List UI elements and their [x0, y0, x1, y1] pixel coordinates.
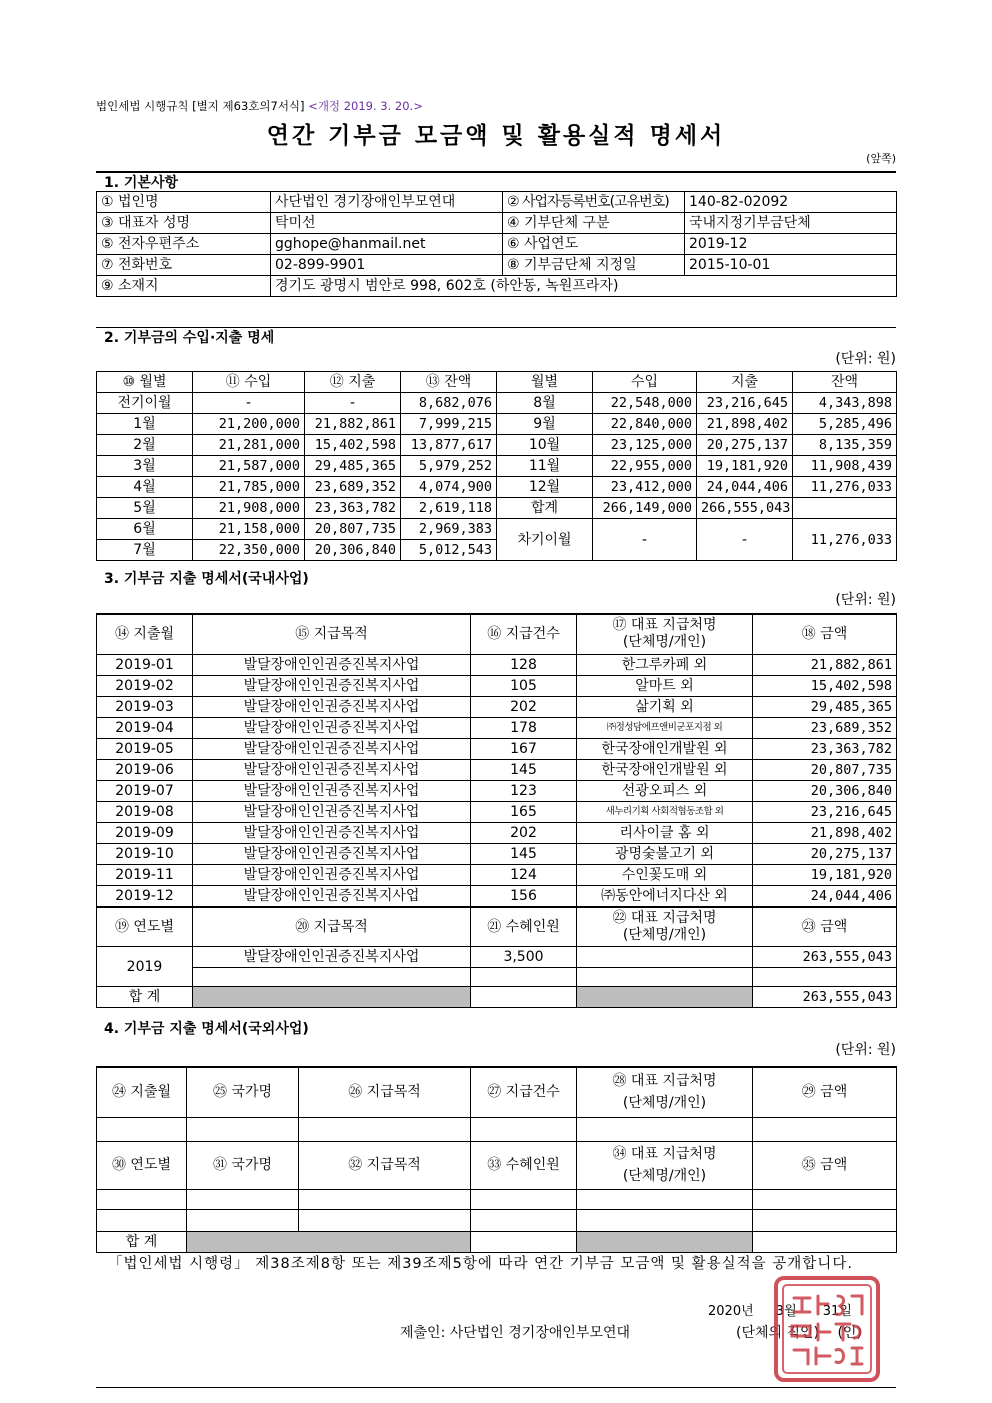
income-cell: 21,785,000	[193, 477, 305, 498]
domestic-expense-heading: 3. 기부금 지출 명세서(국내사업)	[104, 571, 309, 587]
month-cell: 2019-11	[97, 864, 193, 885]
month-cell: 2019-05	[97, 738, 193, 759]
column-header: ㉓ 금액	[753, 907, 897, 947]
empty-cell	[97, 1189, 187, 1209]
balance-cell: 13,877,617	[401, 435, 497, 456]
count-cell: 105	[471, 675, 577, 696]
column-header	[577, 1141, 753, 1189]
empty-cell	[187, 1209, 299, 1231]
expense-cell: 21,898,402	[697, 414, 793, 435]
shaded-cell	[577, 1231, 753, 1252]
income-expense-section	[96, 327, 896, 561]
month-cell: 3월	[97, 456, 193, 477]
carry-forward-label: 차기이월	[497, 519, 593, 561]
year-header-row	[97, 907, 897, 947]
address-value: 경기도 광명시 범안로 998, 602호 (하안동, 녹원프라자)	[271, 276, 897, 297]
month-cell: 11월	[497, 456, 593, 477]
empty-cell	[471, 1117, 577, 1141]
recipient-cell	[577, 947, 753, 968]
income-row	[97, 456, 897, 477]
month-cell: 전기이월	[97, 393, 193, 414]
income-expense-heading: 2. 기부금의 수입·지출 명세	[96, 327, 896, 347]
month-cell: 2019-03	[97, 696, 193, 717]
foreign-header-row	[97, 1141, 897, 1189]
header-line: (단체명/개인)	[622, 1095, 707, 1112]
amount-cell: 21,882,861	[753, 654, 897, 675]
recipient-cell: 삶기획 외	[577, 696, 753, 717]
domestic-expense-table	[96, 613, 897, 1008]
column-header: ㉝ 수혜인원	[471, 1141, 577, 1189]
shaded-cell	[187, 1231, 471, 1252]
income-cell: 21,200,000	[193, 414, 305, 435]
field-label: ⑥ 사업연도	[503, 234, 685, 255]
header-line: (단체명/개인)	[622, 926, 707, 943]
empty-cell	[187, 1189, 299, 1209]
column-header: 수입	[593, 372, 697, 393]
income-cell: 21,158,000	[193, 519, 305, 540]
total-row	[97, 1231, 897, 1252]
expense-cell: 21,882,861	[305, 414, 401, 435]
count-cell: 202	[471, 822, 577, 843]
amount-cell: 23,363,782	[753, 738, 897, 759]
empty-cell	[577, 1209, 753, 1231]
empty-cell	[471, 1189, 577, 1209]
purpose-cell: 발달장애인인권증진복지사업	[193, 696, 471, 717]
column-header	[577, 614, 753, 654]
closing-statement: 「법인세법 시행령」 제38조제8항 또는 제39조제5항에 따라 연간 기부금 모금액 및 활용실적을 공개합니다.	[108, 1256, 853, 1272]
table-row	[97, 696, 897, 717]
field-value: 탁미선	[271, 213, 503, 234]
empty-cell	[753, 968, 897, 987]
recipient-cell: 한국장애인개발원 외	[577, 759, 753, 780]
total-label: 합 계	[97, 987, 193, 1008]
purpose-cell: 발달장애인인권증진복지사업	[193, 675, 471, 696]
expense-cell: 20,807,735	[305, 519, 401, 540]
column-header: ㉟ 금액	[753, 1141, 897, 1189]
expense-cell: 19,181,920	[697, 456, 793, 477]
column-header: 월별	[497, 372, 593, 393]
header-line: (단체명/개인)	[622, 1168, 707, 1184]
count-cell: 145	[471, 843, 577, 864]
foreign-header-row	[97, 1067, 897, 1117]
empty-cell	[471, 968, 577, 987]
amount-cell: 263,555,043	[753, 947, 897, 968]
year-cell: 2019	[97, 947, 193, 987]
balance-cell: 5,285,496	[793, 414, 897, 435]
field-label: ⑤ 전자우편주소	[97, 234, 271, 255]
carry-balance: 11,276,033	[793, 519, 897, 561]
month-cell: 10월	[497, 435, 593, 456]
year-row-blank	[97, 968, 897, 987]
basic-info-row	[97, 234, 897, 255]
empty-cell	[187, 1117, 299, 1141]
balance-cell: 8,135,359	[793, 435, 897, 456]
field-label: ② 사업자등록번호(고유번호)	[503, 192, 685, 213]
amount-cell: 15,402,598	[753, 675, 897, 696]
month-cell: 7월	[97, 540, 193, 561]
submitter-line	[400, 1322, 862, 1342]
income-cell: 23,125,000	[593, 435, 697, 456]
month-cell: 4월	[97, 477, 193, 498]
seal-note-text: (단체의 직인)	[736, 1325, 819, 1341]
bottom-rule	[96, 1387, 896, 1388]
income-row	[97, 435, 897, 456]
empty-cell	[577, 1117, 753, 1141]
purpose-cell: 발달장애인인권증진복지사업	[193, 717, 471, 738]
table-row	[97, 780, 897, 801]
table-row	[97, 822, 897, 843]
amount-cell: 29,485,365	[753, 696, 897, 717]
empty-cell	[471, 1209, 577, 1231]
field-value: 140-82-02092	[685, 192, 897, 213]
income-expense-table	[96, 371, 897, 561]
purpose-cell: 발달장애인인권증진복지사업	[193, 822, 471, 843]
basic-info-table	[96, 191, 897, 297]
field-label: ④ 기부단체 구분	[503, 213, 685, 234]
total-row	[97, 987, 897, 1008]
column-header: ㉗ 지급건수	[471, 1067, 577, 1117]
column-header: ⑫ 지출	[305, 372, 401, 393]
year-row	[97, 947, 897, 968]
submitter-name: 제출인: 사단법인 경기장애인부모연대	[400, 1325, 631, 1341]
income-cell: 21,908,000	[193, 498, 305, 519]
amount-cell: 20,306,840	[753, 780, 897, 801]
table-row	[97, 675, 897, 696]
month-cell: 2019-04	[97, 717, 193, 738]
submission-year: 2020년	[708, 1304, 754, 1319]
income-cell: 266,149,000	[593, 498, 697, 519]
month-cell: 2019-02	[97, 675, 193, 696]
column-header: ⑯ 지급건수	[471, 614, 577, 654]
balance-cell: 7,999,215	[401, 414, 497, 435]
balance-cell	[793, 498, 897, 519]
form-reference-text: 법인세법 시행규칙 [별지 제63호의7서식]	[96, 99, 305, 113]
empty-cell	[97, 1209, 187, 1231]
field-value: 02-899-9901	[271, 255, 503, 276]
table-row	[97, 843, 897, 864]
expense-cell: 23,689,352	[305, 477, 401, 498]
header-line: ㉘ 대표 지급처명	[612, 1073, 717, 1090]
income-row	[97, 414, 897, 435]
table-row	[97, 654, 897, 675]
month-cell: 2019-10	[97, 843, 193, 864]
empty-cell	[753, 1117, 897, 1141]
column-header	[577, 907, 753, 947]
balance-cell: 11,908,439	[793, 456, 897, 477]
field-label: ⑧ 기부금단체 지정일	[503, 255, 685, 276]
month-cell: 8월	[497, 393, 593, 414]
expense-cell: 266,555,043	[697, 498, 793, 519]
recipient-cell: 새누리기획 사회적협동조합 외	[577, 801, 753, 822]
seal-mark: (인)	[837, 1325, 862, 1341]
field-label: ① 법인명	[97, 192, 271, 213]
header-line: ㉞ 대표 지급처명	[612, 1146, 717, 1162]
column-header: 지출	[697, 372, 793, 393]
column-header: ⑩ 월별	[97, 372, 193, 393]
income-cell: 22,548,000	[593, 393, 697, 414]
expense-cell: -	[305, 393, 401, 414]
field-label: ⑦ 전화번호	[97, 255, 271, 276]
empty-cell	[299, 1209, 471, 1231]
total-amount: 263,555,043	[753, 987, 897, 1008]
basic-info-row	[97, 255, 897, 276]
month-cell: 2019-12	[97, 885, 193, 907]
empty-cell	[97, 1117, 187, 1141]
income-cell: 21,281,000	[193, 435, 305, 456]
count-cell: 123	[471, 780, 577, 801]
purpose-cell: 발달장애인인권증진복지사업	[193, 885, 471, 907]
balance-cell: 4,343,898	[793, 393, 897, 414]
column-header: ⑲ 연도별	[97, 907, 193, 947]
column-header: ⑬ 잔액	[401, 372, 497, 393]
column-header: ㉚ 연도별	[97, 1141, 187, 1189]
month-cell: 2019-08	[97, 801, 193, 822]
balance-cell: 8,682,076	[401, 393, 497, 414]
income-row	[97, 498, 897, 519]
purpose-cell: 발달장애인인권증진복지사업	[193, 780, 471, 801]
submission-day: 31일	[822, 1304, 852, 1319]
balance-cell: 4,074,900	[401, 477, 497, 498]
total-label: 합 계	[97, 1231, 187, 1252]
field-value: 국내지정기부금단체	[685, 213, 897, 234]
carry-income: -	[593, 519, 697, 561]
month-cell: 6월	[97, 519, 193, 540]
recipient-cell: ㈜정성담에프앤비군포지점 외	[577, 717, 753, 738]
purpose-cell: 발달장애인인권증진복지사업	[193, 654, 471, 675]
purpose-cell: 발달장애인인권증진복지사업	[193, 947, 471, 968]
amount-cell: 21,898,402	[753, 822, 897, 843]
count-cell: 165	[471, 801, 577, 822]
column-header: ⑱ 금액	[753, 614, 897, 654]
month-cell: 2019-07	[97, 780, 193, 801]
recipient-cell: 한그루카페 외	[577, 654, 753, 675]
income-cell: 22,955,000	[593, 456, 697, 477]
income-row	[97, 519, 897, 540]
basic-info-row	[97, 213, 897, 234]
empty-cell	[471, 1231, 577, 1252]
official-seal-stamp	[772, 1274, 882, 1384]
empty-row	[97, 1189, 897, 1209]
column-header: ㉛ 국가명	[187, 1141, 299, 1189]
recipient-cell: 광명숯불고기 외	[577, 843, 753, 864]
income-row	[97, 393, 897, 414]
table-row	[97, 885, 897, 907]
amount-cell: 19,181,920	[753, 864, 897, 885]
month-cell: 합계	[497, 498, 593, 519]
table-row	[97, 801, 897, 822]
table-row	[97, 738, 897, 759]
balance-cell: 2,969,383	[401, 519, 497, 540]
month-cell: 2019-06	[97, 759, 193, 780]
empty-cell	[471, 987, 577, 1008]
balance-cell: 11,276,033	[793, 477, 897, 498]
balance-cell: 5,979,252	[401, 456, 497, 477]
recipient-cell: 리사이클 홈 외	[577, 822, 753, 843]
month-cell: 2019-09	[97, 822, 193, 843]
table-row	[97, 759, 897, 780]
unit-label: (단위: 원)	[835, 1042, 896, 1058]
amount-cell: 24,044,406	[753, 885, 897, 907]
count-cell: 178	[471, 717, 577, 738]
income-header-row	[97, 372, 897, 393]
empty-cell	[753, 1189, 897, 1209]
field-value: 2015-10-01	[685, 255, 897, 276]
count-cell: 167	[471, 738, 577, 759]
shaded-cell	[193, 987, 471, 1008]
month-cell: 9월	[497, 414, 593, 435]
amount-cell: 20,807,735	[753, 759, 897, 780]
column-header: 잔액	[793, 372, 897, 393]
count-cell: 145	[471, 759, 577, 780]
income-cell: 22,350,000	[193, 540, 305, 561]
month-cell: 2월	[97, 435, 193, 456]
empty-cell	[753, 1209, 897, 1231]
field-value: 2019-12	[685, 234, 897, 255]
expense-cell: 23,216,645	[697, 393, 793, 414]
recipient-cell: 수인꽃도매 외	[577, 864, 753, 885]
empty-row	[97, 1209, 897, 1231]
revision-date: <개정 2019. 3. 20.>	[308, 99, 423, 113]
empty-row	[97, 1117, 897, 1141]
table-row	[97, 864, 897, 885]
basic-info-heading: 1. 기본사항	[96, 171, 896, 191]
column-header: ㉜ 지급목적	[299, 1141, 471, 1189]
basic-info-row	[97, 276, 897, 297]
income-cell: -	[193, 393, 305, 414]
income-cell: 23,412,000	[593, 477, 697, 498]
recipient-cell: 선광오피스 외	[577, 780, 753, 801]
month-cell: 1월	[97, 414, 193, 435]
empty-cell	[577, 968, 753, 987]
submission-month: 3월	[775, 1304, 797, 1319]
empty-cell	[753, 1231, 897, 1252]
month-cell: 12월	[497, 477, 593, 498]
unit-label: (단위: 원)	[835, 592, 896, 608]
balance-cell: 2,619,118	[401, 498, 497, 519]
column-header: ⑮ 지급목적	[193, 614, 471, 654]
month-cell: 2019-01	[97, 654, 193, 675]
count-cell: 124	[471, 864, 577, 885]
count-cell: 202	[471, 696, 577, 717]
purpose-cell: 발달장애인인권증진복지사업	[193, 801, 471, 822]
column-header: ㉑ 수혜인원	[471, 907, 577, 947]
foreign-expense-table	[96, 1066, 897, 1253]
purpose-cell: 발달장애인인권증진복지사업	[193, 738, 471, 759]
header-line: ⑰ 대표 지급처명	[612, 617, 717, 634]
column-header	[577, 1067, 753, 1117]
form-reference	[96, 98, 423, 114]
expense-cell: 29,485,365	[305, 456, 401, 477]
purpose-cell: 발달장애인인권증진복지사업	[193, 843, 471, 864]
recipient-cell: 알마트 외	[577, 675, 753, 696]
recipient-cell: 한국장애인개발원 외	[577, 738, 753, 759]
amount-cell: 20,275,137	[753, 843, 897, 864]
column-header: ㉖ 지급목적	[299, 1067, 471, 1117]
column-header: ㉙ 금액	[753, 1067, 897, 1117]
expense-cell: 20,306,840	[305, 540, 401, 561]
column-header: ㉔ 지출월	[97, 1067, 187, 1117]
domestic-header-row	[97, 614, 897, 654]
column-header: ⑪ 수입	[193, 372, 305, 393]
carry-expense: -	[697, 519, 793, 561]
basic-info-section	[96, 171, 896, 297]
empty-cell	[299, 1117, 471, 1141]
income-row	[97, 477, 897, 498]
expense-cell: 20,275,137	[697, 435, 793, 456]
field-value: 사단법인 경기장애인부모연대	[271, 192, 503, 213]
balance-cell: 5,012,543	[401, 540, 497, 561]
foreign-expense-section	[96, 1019, 896, 1253]
domestic-expense-section	[96, 569, 896, 1008]
header-line: (단체명/개인)	[622, 634, 707, 651]
empty-cell	[193, 968, 471, 987]
beneficiary-cell: 3,500	[471, 947, 577, 968]
unit-label: (단위: 원)	[835, 351, 896, 367]
expense-cell: 23,363,782	[305, 498, 401, 519]
count-cell: 128	[471, 654, 577, 675]
field-value: gghope@hanmail.net	[271, 234, 503, 255]
field-label: ⑨ 소재지	[97, 276, 271, 297]
column-header: ⑭ 지출월	[97, 614, 193, 654]
income-cell: 21,587,000	[193, 456, 305, 477]
header-line: ㉒ 대표 지급처명	[612, 909, 717, 926]
foreign-expense-heading: 4. 기부금 지출 명세서(국외사업)	[104, 1021, 309, 1037]
purpose-cell: 발달장애인인권증진복지사업	[193, 759, 471, 780]
amount-cell: 23,216,645	[753, 801, 897, 822]
month-cell: 5월	[97, 498, 193, 519]
document-title: 연간 기부금 모금액 및 활용실적 명세서	[266, 123, 726, 149]
page-side-label: (앞쪽)	[866, 152, 896, 165]
empty-cell	[299, 1189, 471, 1209]
table-row	[97, 717, 897, 738]
expense-cell: 15,402,598	[305, 435, 401, 456]
recipient-cell: ㈜동안에너지다산 외	[577, 885, 753, 907]
column-header: ⑳ 지급목적	[193, 907, 471, 947]
basic-info-row	[97, 192, 897, 213]
expense-cell: 24,044,406	[697, 477, 793, 498]
amount-cell: 23,689,352	[753, 717, 897, 738]
income-cell: 22,840,000	[593, 414, 697, 435]
purpose-cell: 발달장애인인권증진복지사업	[193, 864, 471, 885]
field-label: ③ 대표자 성명	[97, 213, 271, 234]
shaded-cell	[577, 987, 753, 1008]
column-header: ㉕ 국가명	[187, 1067, 299, 1117]
empty-cell	[577, 1189, 753, 1209]
count-cell: 156	[471, 885, 577, 907]
